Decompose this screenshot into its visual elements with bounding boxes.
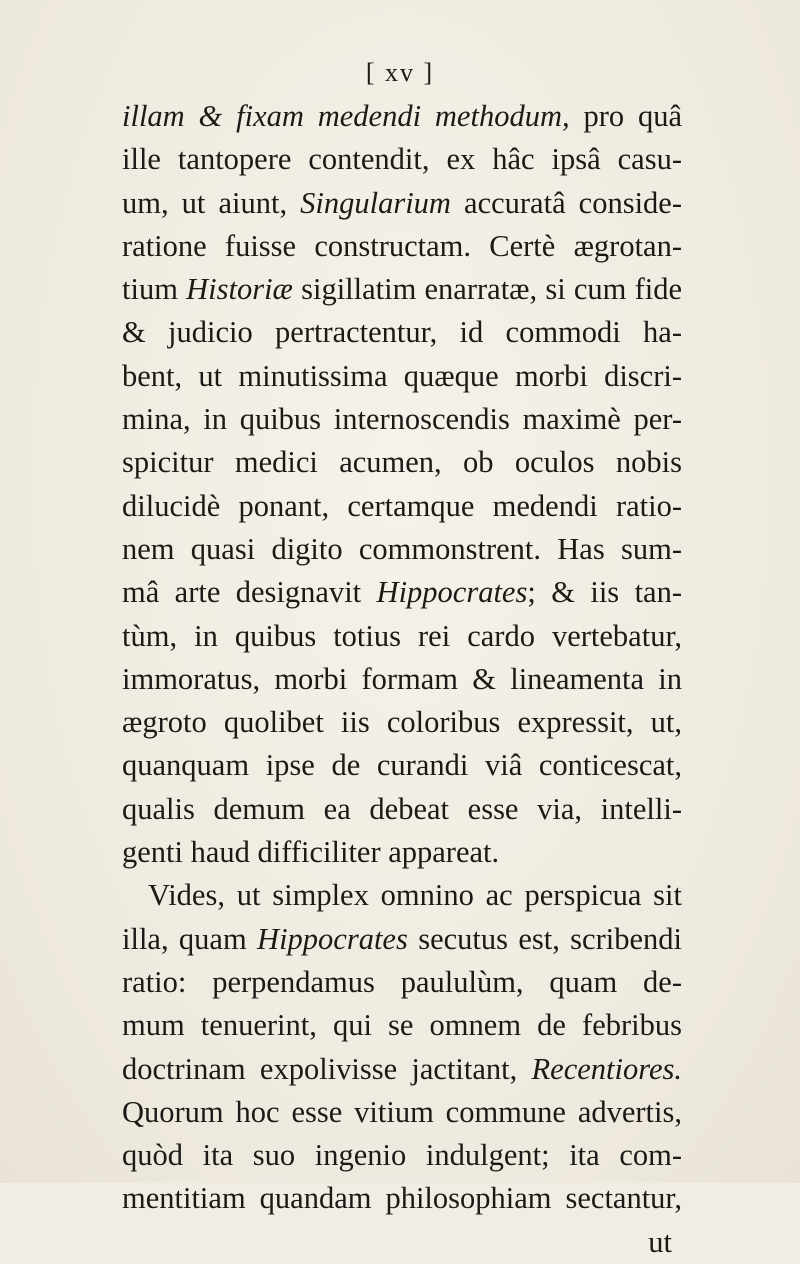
text-span: Quorum hoc esse vitium commune advertis,	[122, 1094, 682, 1129]
text-span: dilucidè ponant, certamque medendi ratio-	[122, 488, 682, 523]
text-line	[122, 1048, 682, 1091]
text-line	[122, 95, 682, 138]
text-span: mentitiam quandam philosophiam sectantur,	[122, 1181, 682, 1216]
text-span: tùm, in quibus totius rei cardo vertebatur,	[122, 618, 682, 653]
italic-span: illam & fixam medendi methodum,	[122, 99, 570, 133]
text-span: spicitur medici acumen, ob oculos nobis	[122, 445, 682, 480]
text-span: illa, quam	[122, 921, 258, 956]
text-line	[122, 744, 682, 787]
italic-span: Hippocrates	[376, 575, 528, 610]
text-line	[122, 1177, 682, 1220]
text-line	[122, 918, 682, 961]
text-line	[122, 138, 682, 181]
text-line	[122, 874, 682, 917]
text-span: secutus est, scribendi	[407, 921, 682, 956]
text-line	[122, 1134, 682, 1177]
text-line	[122, 398, 682, 441]
text-line	[122, 658, 682, 701]
italic-span: Singularium	[300, 185, 451, 220]
text-line	[122, 788, 682, 831]
text-span: ut	[648, 1224, 672, 1259]
text-span: genti haud difficiliter appareat.	[122, 835, 500, 870]
page-number: [ xv ]	[365, 58, 435, 87]
text-line	[122, 1091, 682, 1134]
italic-span: Recentiores.	[531, 1051, 682, 1086]
italic-span: Historiæ	[186, 272, 293, 307]
text-line	[122, 268, 682, 311]
text-line	[122, 571, 682, 614]
text-span: pro quâ	[569, 99, 682, 133]
text-line	[122, 831, 682, 874]
italic-span: Hippocrates	[257, 921, 408, 956]
text-line	[122, 485, 682, 528]
text-span: mum tenuerint, qui se omnem de febribus	[122, 1008, 682, 1043]
text-span: doctrinam expolivisse jactitant,	[122, 1051, 532, 1086]
text-span: Vides, ut simplex omnino ac perspicua sit	[148, 878, 682, 913]
text-span: ratio: perpendamus paululùm, quam de-	[122, 964, 682, 999]
text-line	[122, 225, 682, 268]
text-span: ægroto quolibet iis coloribus expressit, ut,	[122, 705, 682, 740]
text-span: ; & iis tan-	[527, 575, 682, 610]
text-line	[122, 701, 682, 744]
text-span: accuratâ conside-	[450, 185, 682, 220]
body-text	[122, 95, 682, 1264]
text-line	[122, 615, 682, 658]
text-line	[122, 1004, 682, 1047]
text-span: qualis demum ea debeat esse via, intelli-	[122, 791, 682, 826]
text-line	[122, 961, 682, 1004]
text-span: & judicio pertractentur, id commodi ha-	[122, 315, 682, 350]
text-span: nem quasi digito commonstrent. Has sum-	[122, 531, 682, 566]
text-span: quanquam ipse de curandi viâ conticescat,	[122, 748, 682, 783]
text-line	[122, 355, 682, 398]
text-line	[122, 441, 682, 484]
text-span: ille tantopere contendit, ex hâc ipsâ casu-	[122, 142, 682, 177]
text-span: bent, ut minutissima quæque morbi discri-	[122, 358, 682, 393]
text-line	[122, 1221, 682, 1264]
text-span: sigillatim enarratæ, si cum fide	[292, 272, 682, 307]
text-span: quòd ita suo ingenio indulgent; ita com-	[122, 1138, 682, 1173]
text-line	[122, 182, 682, 225]
text-span: ratione fuisse constructam. Certè ægrotan-	[122, 228, 682, 263]
text-line	[122, 311, 682, 354]
text-span: tium	[122, 272, 187, 307]
text-span: um, ut aiunt,	[122, 185, 301, 220]
text-line	[122, 528, 682, 571]
text-span: immoratus, morbi formam & lineamenta in	[122, 661, 682, 696]
text-span: mâ arte designavit	[122, 575, 377, 610]
text-span: mina, in quibus internoscendis maximè per-	[122, 402, 682, 437]
